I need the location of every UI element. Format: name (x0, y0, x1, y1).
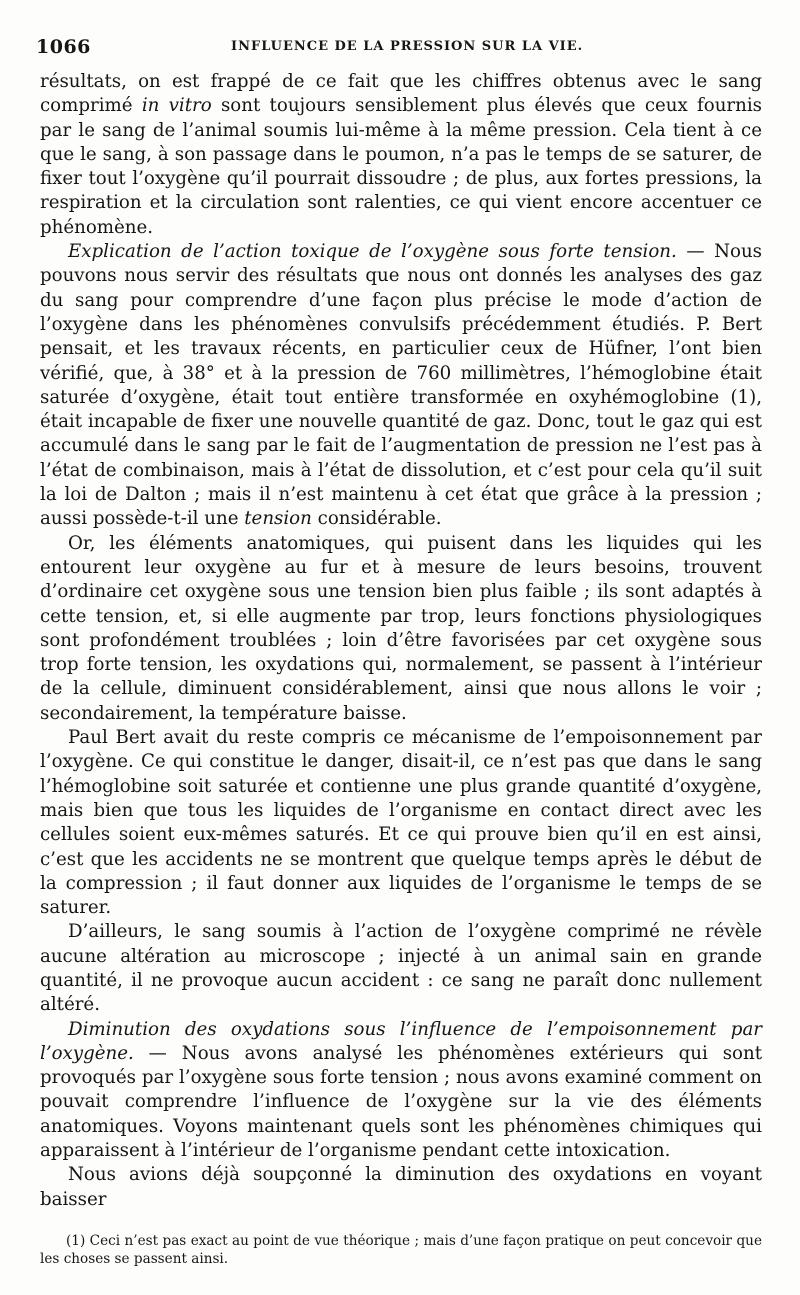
text-run: sont toujours sensiblement plus élevés que ceux fournis par le sang de l’animal soumis lui-même à la même pression. Cela tient à ce que le sang, à son passage dans le poumon, n’a pas le temps de se saturer, de fixer tout l’oxygène qu’il pourrait dissoudre ; de plus, aux fortes pressions, la respiration et la circulation sont ralenties, ce qui vient encore accentuer ce phénomène. (40, 95, 762, 238)
section-heading: Explication de l’action toxique de l’oxygène sous forte tension. (68, 241, 677, 263)
paragraph (40, 240, 762, 532)
paragraph (40, 920, 762, 1017)
section-heading: Diminution des oxydations sous l’influence de l’empoisonnement par l’oxygène. (40, 1018, 762, 1064)
paragraph (40, 726, 762, 920)
text-run: résultats, on est frappé de ce fait que les chiffres obtenus avec le sang comprimé (40, 71, 762, 117)
paragraph (40, 532, 762, 726)
footnotes (40, 1232, 762, 1268)
text-run: D’ailleurs, le sang soumis à l’action de l’oxygène comprimé ne révèle aucune altération au microscope ; injecté à un animal sain en grande quantité, il ne provoque aucun accident : ce sang ne paraît donc nullement altéré. (40, 921, 762, 1016)
text-run-italic: tension (244, 508, 312, 530)
page-header (36, 36, 764, 58)
paragraph (40, 1163, 762, 1212)
text-run: considérable. (311, 508, 442, 530)
text-run: Paul Bert avait du reste compris ce mécanisme de l’empoisonnement par l’oxygène. Ce qui constitue le danger, disait-il, ce n’est pas que dans le sang l’hémoglobine soit saturée et contienne une plus grande quantité d’oxygène, mais bien que tous les liquides de l’organisme en contact direct avec les cellules soient eux-mêmes saturés. Et ce qui prouve bien qu’il en est ainsi, c’est que les accidents ne se montrent que quelque temps après le début de la compression ; il faut donner aux liquides de l’organisme le temps de se saturer. (40, 727, 762, 919)
footnote: (1) Ceci n’est pas exact au point de vue théorique ; mais d’une façon pratique on peut concevoir que les choses se passent ainsi. (40, 1233, 762, 1267)
running-title: INFLUENCE DE LA PRESSION SUR LA VIE. (231, 39, 584, 54)
page-number: 1066 (36, 36, 91, 58)
paragraph (40, 1018, 762, 1164)
text-run-italic: in vitro (141, 95, 212, 117)
text-run: — Nous pouvons nous servir des résultats que nous ont donnés les analyses des gaz du sang pour comprendre d’une façon plus précise le mode d’action de l’oxygène dans les phénomènes convulsifs précédemment étudiés. P. Bert pensait, et les travaux récents, en particulier ceux de Hüfner, l’ont bien vérifié, que, à 38° et à la pression de 760 millimètres, l’hémoglobine était saturée d’oxygène, était tout entière transformée en oxyhémoglobine (1), était incapable de fixer une nouvelle quantité de gaz. Donc, tout le gaz qui est accumulé dans le sang par le fait de l’augmentation de pression ne l’est pas à l’état de combinaison, mais à l’état de dissolution, et c’est pour cela qu’il suit la loi de Dalton ; mais il n’est maintenu à cet état que grâce à la pression ; aussi possède-t-il une (40, 241, 762, 530)
text-run: — Nous avons analysé les phénomènes extérieurs qui sont provoqués par l’oxygène sous forte tension ; nous avons examiné comment on pouvait comprendre l’influence de l’oxygène sur la vie des éléments anatomiques. Voyons maintenant quels sont les phénomènes chimiques qui apparaissent à l’intérieur de l’organisme pendant cette intoxication. (40, 1042, 762, 1162)
paragraph (40, 70, 762, 240)
text-run: Or, les éléments anatomiques, qui puisent dans les liquides qui les entourent leur oxygène au fur et à mesure de leurs besoins, trouvent d’ordinaire cet oxygène sous une tension bien plus faible ; ils sont adaptés à cette tension, et, si elle augmente par trop, leurs fonctions physiologiques sont profondément troublées ; loin d’être favorisées par cet oxygène sous trop forte tension, les oxydations qui, normalement, se passent à l’intérieur de la cellule, diminuent considérablement, ainsi que nous allons le voir ; secondairement, la température baisse. (40, 532, 762, 724)
text-run: Nous avions déjà soupçonné la diminution des oxydations en voyant baisser (40, 1164, 762, 1210)
body-text (40, 70, 762, 1212)
